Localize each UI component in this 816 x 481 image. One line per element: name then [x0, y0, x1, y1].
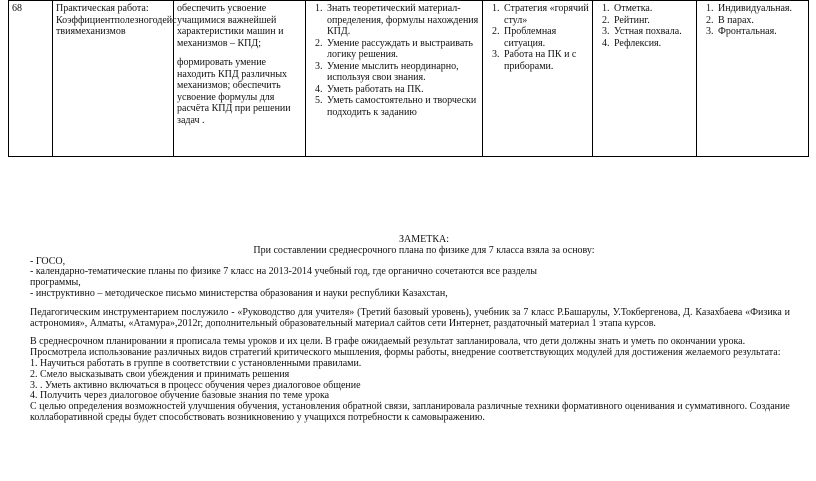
topic-line: твиямеханизмов	[56, 26, 126, 37]
topic-line: Коэффициентполезногодейс	[56, 14, 177, 26]
lesson-topic-cell	[53, 1, 177, 157]
outcomes-cell	[306, 1, 483, 157]
list-item: 3. Фронтальная.	[716, 26, 805, 38]
source-line: программы,	[30, 277, 81, 289]
list-item: 1. Стратегия «горячий стул»	[502, 3, 589, 26]
list-item: 3. Работа на ПК и с приборами.	[502, 49, 589, 72]
lesson-plan-table	[8, 0, 809, 157]
lesson-number: 68	[12, 3, 22, 14]
list-item: 1. Отметка.	[612, 3, 693, 15]
list-item: 2. Проблемная ситуация.	[502, 26, 589, 49]
assessment-cell	[593, 1, 697, 157]
goal-item: 3. . Уметь активно включаться в процесс обучения через диалоговое общение	[30, 379, 361, 391]
note-section	[30, 235, 790, 424]
list-item: 2. Умение рассуждать и выстраивать логику решения.	[325, 38, 479, 61]
goal-item: 2. Смело высказывать свои убеждения и принимать решения	[30, 368, 290, 380]
objectives-cell	[174, 1, 306, 157]
tools-paragraph: Педагогическим инструментарием послужило - «Руководство для учителя» (Третий базовый уровень), учебник за 7 класс Р.Башарулы, У.Токбергенова, Д. Казахбаева «Физика и астрономия», Алматы, «Атамура»,2012г, дополнительный образовательный материал сайтов сети Интернет, раздаточный материал 1 этапа курсов.	[30, 306, 790, 329]
objective-text: формировать умение находить КПД различных механизмов; обеспечить усвоение формулы для расчёта КПД при решении задач .	[177, 57, 291, 126]
note-title: ЗАМЕТКА:	[398, 234, 449, 245]
topic-line: Практическая работа:	[56, 3, 149, 14]
list-item: 3. Умение мыслить неординарно, используя свои знания.	[325, 61, 479, 84]
planning-paragraph: В среднесрочном планировании я прописала темы уроков и их цели. В графе ожидаемый результат запланировала, что дети должны знать и уметь по окончании урока.	[30, 336, 746, 348]
source-line: - ГОСО,	[30, 255, 66, 267]
outcomes-list	[309, 3, 479, 118]
work-forms-list	[700, 3, 805, 38]
source-line: - инструктивно – методическое письмо министерства образования и науки республики Казахстан,	[30, 287, 448, 299]
methods-cell	[483, 1, 593, 157]
list-item: 2. В парах.	[716, 15, 805, 27]
list-item: 4. Уметь работать на ПК.	[325, 84, 479, 96]
list-item: 2. Рейтинг.	[612, 15, 693, 27]
source-line: - календарно-тематические планы по физике 7 класс на 2013-2014 учебный год, где органично сочетаются все разделы	[30, 266, 537, 278]
goal-item: 4. Получить через диалоговое обучение базовые знания по теме урока	[30, 390, 330, 402]
assessment-paragraph: С целью определения возможностей улучшения обучения, установления обратной связи, запланировала различные техники формативного оценивания и суммативного. Создание коллаборативной среды будет способствовать возникновению у учащихся потребности к самовыражению.	[30, 401, 790, 423]
objective-text: обеспечить усвоение учащимися важнейшей характеристики машин и механизмов – КПД;	[177, 3, 284, 49]
list-item: 1. Индивидуальная.	[716, 3, 805, 15]
goal-item: 1. Научиться работать в группе в соответствии с установленными правилами.	[30, 357, 362, 369]
note-intro: При составлении среднесрочного плана по физике для 7 класса взяла за основу:	[253, 244, 595, 256]
lesson-number-cell	[9, 1, 53, 157]
strategies-paragraph: Просмотрела использование различных видов стратегий критического мышления, формы работы, внедрение соответствующих модулей для достижения желаемого результата:	[30, 347, 781, 359]
table-row	[9, 1, 809, 157]
methods-list	[486, 3, 589, 72]
list-item: 5. Уметь самостоятельно и творчески подходить к заданию	[325, 95, 479, 118]
work-forms-cell	[697, 1, 809, 157]
assessment-list	[596, 3, 693, 49]
list-item: 4. Рефлексия.	[612, 38, 693, 50]
list-item: 1. Знать теоретический материал- определения, формулы нахождения КПД.	[325, 3, 479, 38]
list-item: 3. Устная похвала.	[612, 26, 693, 38]
